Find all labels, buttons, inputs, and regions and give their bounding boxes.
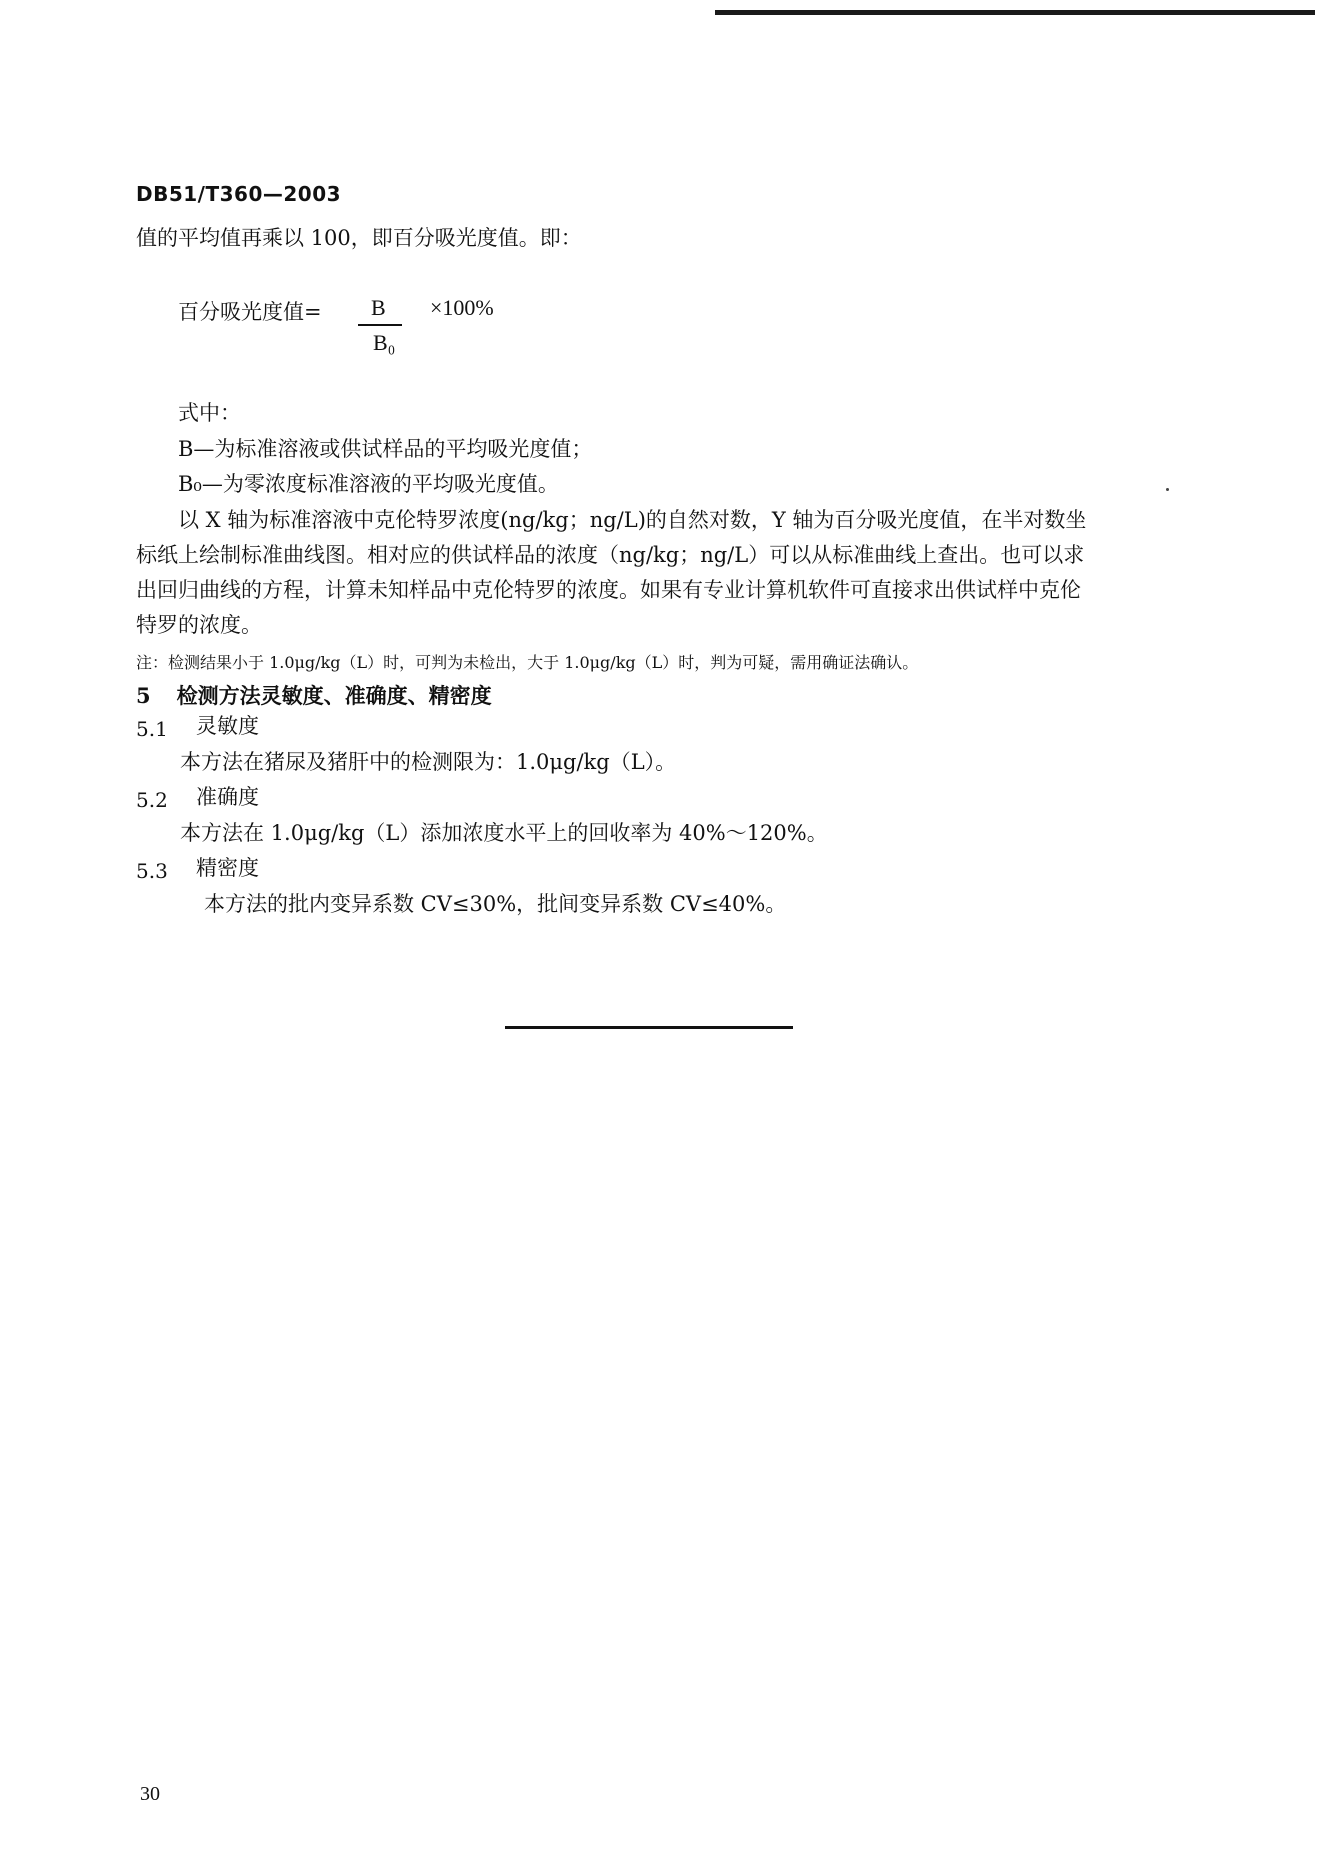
paragraph-line-3: 出回归曲线的方程，计算未知样品中克伦特罗的浓度。如果有专业计算机软件可直接求出供试样中克伦	[136, 578, 1081, 602]
formula-numerator: B	[371, 295, 386, 320]
scan-speck	[1166, 488, 1169, 491]
top-rule	[715, 10, 1315, 15]
section-5-1-text: 本方法在猪尿及猪肝中的检测限为：1.0μg/kg（L）。	[180, 750, 677, 774]
section-5-2-title: 准确度	[196, 785, 259, 809]
paragraph-line-2: 标纸上绘制标准曲线图。相对应的供试样品的浓度（ng/kg；ng/L）可以从标准曲线上查出。也可以求	[136, 543, 1085, 567]
section-5-number: 5	[136, 683, 151, 708]
section-5-title: 检测方法灵敏度、准确度、精密度	[176, 683, 492, 708]
where-b-definition: B—为标准溶液或供试样品的平均吸光度值；	[178, 437, 593, 461]
where-b0-definition: B₀—为零浓度标准溶液的平均吸光度值。	[178, 472, 559, 496]
section-5-1-number: 5.1	[136, 717, 168, 741]
paragraph-line-1: 以 X 轴为标准溶液中克伦特罗浓度(ng/kg；ng/L)的自然对数，Y 轴为百分吸光度值，在半对数坐	[178, 508, 1087, 532]
formula-label: 百分吸光度值=	[178, 300, 322, 324]
section-5-1-title: 灵敏度	[196, 714, 259, 738]
section-5-heading	[136, 685, 492, 706]
intro-line: 值的平均值再乘以 100，即百分吸光度值。即：	[136, 226, 582, 250]
section-5-2-text: 本方法在 1.0μg/kg（L）添加浓度水平上的回收率为 40%～120%。	[180, 821, 828, 845]
section-5-3-number: 5.3	[136, 859, 168, 883]
standard-code: DB51/T360—2003	[136, 182, 342, 206]
formula-denominator: B₀	[373, 330, 396, 355]
note: 注：检测结果小于 1.0μg/kg（L）时，可判为未检出，大于 1.0μg/kg（L）时，判为可疑，需用确证法确认。	[136, 653, 919, 672]
section-5-3-text: 本方法的批内变异系数 CV≤30%，批间变异系数 CV≤40%。	[204, 892, 787, 916]
page-number: 30	[140, 1783, 160, 1805]
where-title: 式中：	[178, 401, 241, 425]
formula-multiplier: ×100%	[430, 295, 494, 320]
section-5-2-number: 5.2	[136, 788, 168, 812]
paragraph-line-4: 特罗的浓度。	[136, 613, 262, 637]
section-5-3-title: 精密度	[196, 856, 259, 880]
end-rule	[505, 1026, 793, 1029]
fraction-bar	[358, 324, 402, 326]
